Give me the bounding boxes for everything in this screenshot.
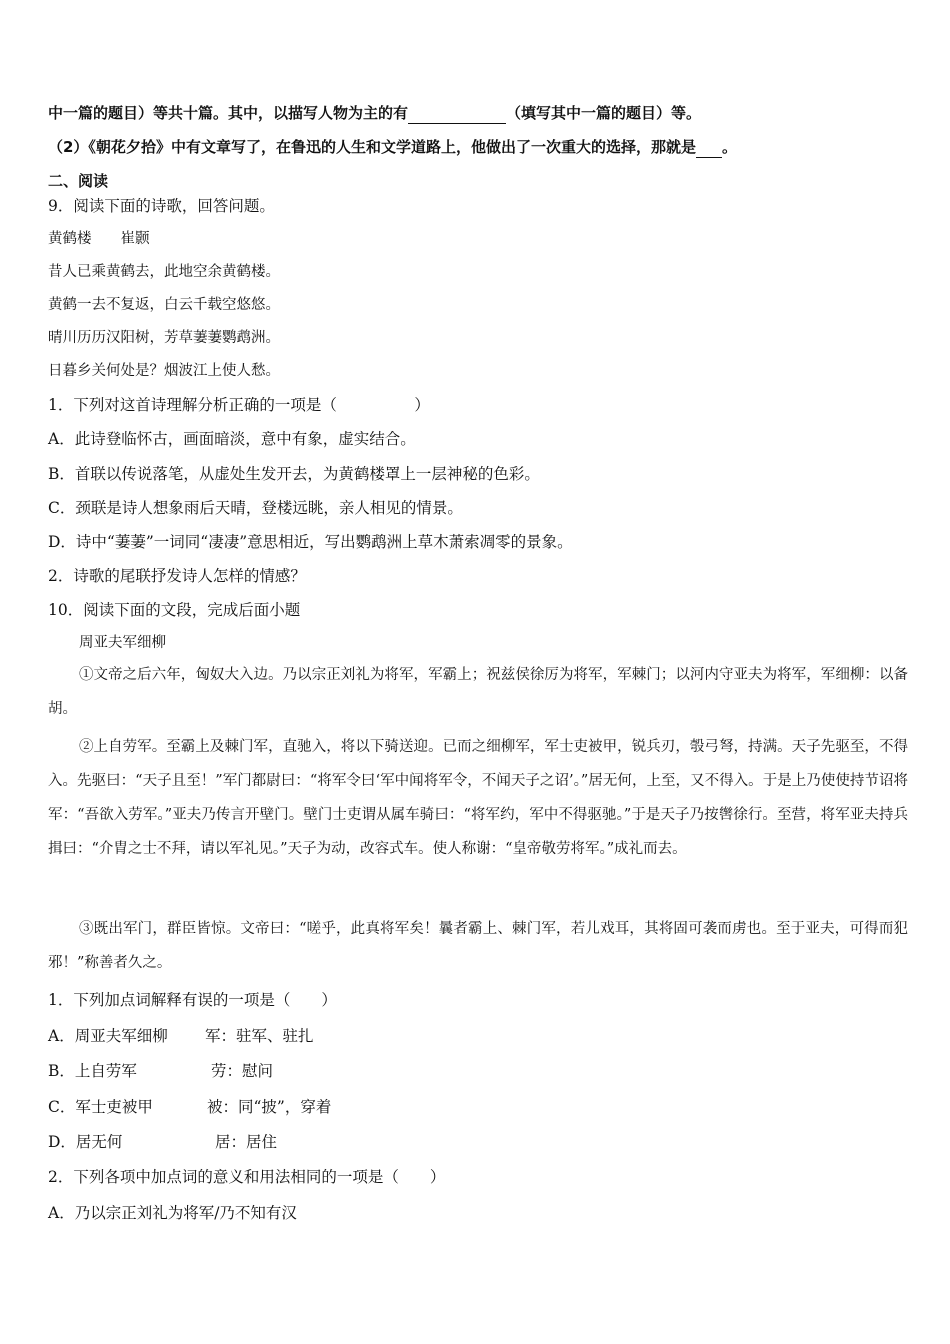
q9-option-a: A．此诗登临怀古，画面暗淡，意中有象，虚实结合。 xyxy=(48,430,416,448)
passage-paragraph-2: ②上自劳军。至霸上及棘门军，直驰入，将以下骑送迎。已而之细柳军，军士吏被甲，锐兵刃，彀弓弩，持满。天子先驱至，不得入。先驱曰：“天子且至！”军门都尉曰：“将军令曰‘军中闻将军令，不闻天子之诏’。”居无何，上至，又不得入。于是上乃使使持节诏将军：“吾欲入劳军。”亚夫乃传言开壁门。壁门士吏谓从属车骑曰：“将军约，军中不得驱驰。”于是天子乃按辔徐行。至营，将军亚夫持兵揖曰：“介胄之士不拜，请以军礼见。”天子为动，改容式车。使人称谢：“皇帝敬劳将军。”成礼而去。 xyxy=(48,739,908,857)
q10-sub2-option-a: A．乃以宗正刘礼为将军/乃不知有汉 xyxy=(48,1204,297,1222)
answer-blank xyxy=(408,103,506,124)
q9-sub2: 2．诗歌的尾联抒发诗人怎样的情感？ xyxy=(48,567,306,585)
q9-sub1: 1．下列对这首诗理解分析正确的一项是（ ） xyxy=(48,396,430,414)
q10-option-b xyxy=(48,1061,274,1081)
poem-line: 昔人已乘黄鹤去，此地空余黄鹤楼。 xyxy=(48,264,280,280)
q10-option-c xyxy=(48,1097,332,1117)
section-heading: 二、阅读 xyxy=(48,172,109,190)
answer-blank xyxy=(696,137,722,158)
q8-line-1-text: 中一篇的题目）等共十篇。其中，以描写人物为主的有 xyxy=(48,104,409,122)
q10-prompt: 10．阅读下面的文段，完成后面小题 xyxy=(48,601,301,619)
q9-option-b: B．首联以传说落笔，从虚处生发开去，为黄鹤楼罩上一层神秘的色彩。 xyxy=(48,465,540,483)
option-gloss: 劳：慰问 xyxy=(211,1062,274,1080)
poem-line: 晴川历历汉阳树，芳草萋萋鹦鹉洲。 xyxy=(48,330,280,346)
q8-line-1 xyxy=(48,103,701,124)
option-gloss: 军：驻军、驻扎 xyxy=(205,1027,314,1045)
q10-option-a xyxy=(48,1026,314,1046)
q8-line-2 xyxy=(48,137,737,158)
option-item: B．上自劳军 xyxy=(48,1062,137,1080)
q10-sub1: 1．下列加点词解释有误的一项是（ ） xyxy=(48,991,337,1009)
passage-title: 周亚夫军细柳 xyxy=(79,635,166,651)
q10-option-d xyxy=(48,1132,278,1152)
q9-option-c: C．颈联是诗人想象雨后天晴，登楼远眺，亲人相见的情景。 xyxy=(48,499,463,517)
q8-line-1-tail: （填写其中一篇的题目）等。 xyxy=(506,104,702,122)
q8-line-2-text: （2）《朝花夕拾》中有文章写了，在鲁迅的人生和文学道路上，他做出了一次重大的选择，那就是 xyxy=(48,138,696,156)
passage-paragraph-1: ①文帝之后六年，匈奴大入边。乃以宗正刘礼为将军，军霸上；祝兹侯徐厉为将军，军棘门；以河内守亚夫为将军，军细柳：以备胡。 xyxy=(48,667,908,717)
option-item: D．居无何 xyxy=(48,1133,123,1151)
poem-line: 日暮乡关何处是？烟波江上使人愁。 xyxy=(48,363,280,379)
option-gloss: 被：同“披”，穿着 xyxy=(207,1098,332,1116)
poem-title: 黄鹤楼 崔颢 xyxy=(48,231,150,247)
q8-line-2-tail: 。 xyxy=(721,138,737,156)
q10-sub2: 2．下列各项中加点词的意义和用法相同的一项是（ ） xyxy=(48,1168,446,1186)
q9-option-d: D．诗中“萋萋”一词同“凄凄”意思相近，写出鹦鹉洲上草木萧索凋零的景象。 xyxy=(48,533,573,551)
q9-prompt: 9．阅读下面的诗歌，回答问题。 xyxy=(48,197,275,215)
passage-paragraph-3: ③既出军门，群臣皆惊。文帝曰：“嗟乎，此真将军矣！曩者霸上、棘门军，若儿戏耳，其将固可袭而虏也。至于亚夫，可得而犯邪！”称善者久之。 xyxy=(48,921,908,971)
poem-line: 黄鹤一去不复返，白云千载空悠悠。 xyxy=(48,297,280,313)
option-gloss: 居：居住 xyxy=(215,1133,278,1151)
option-item: A．周亚夫军细柳 xyxy=(48,1027,168,1045)
option-item: C．军士吏被甲 xyxy=(48,1098,153,1116)
